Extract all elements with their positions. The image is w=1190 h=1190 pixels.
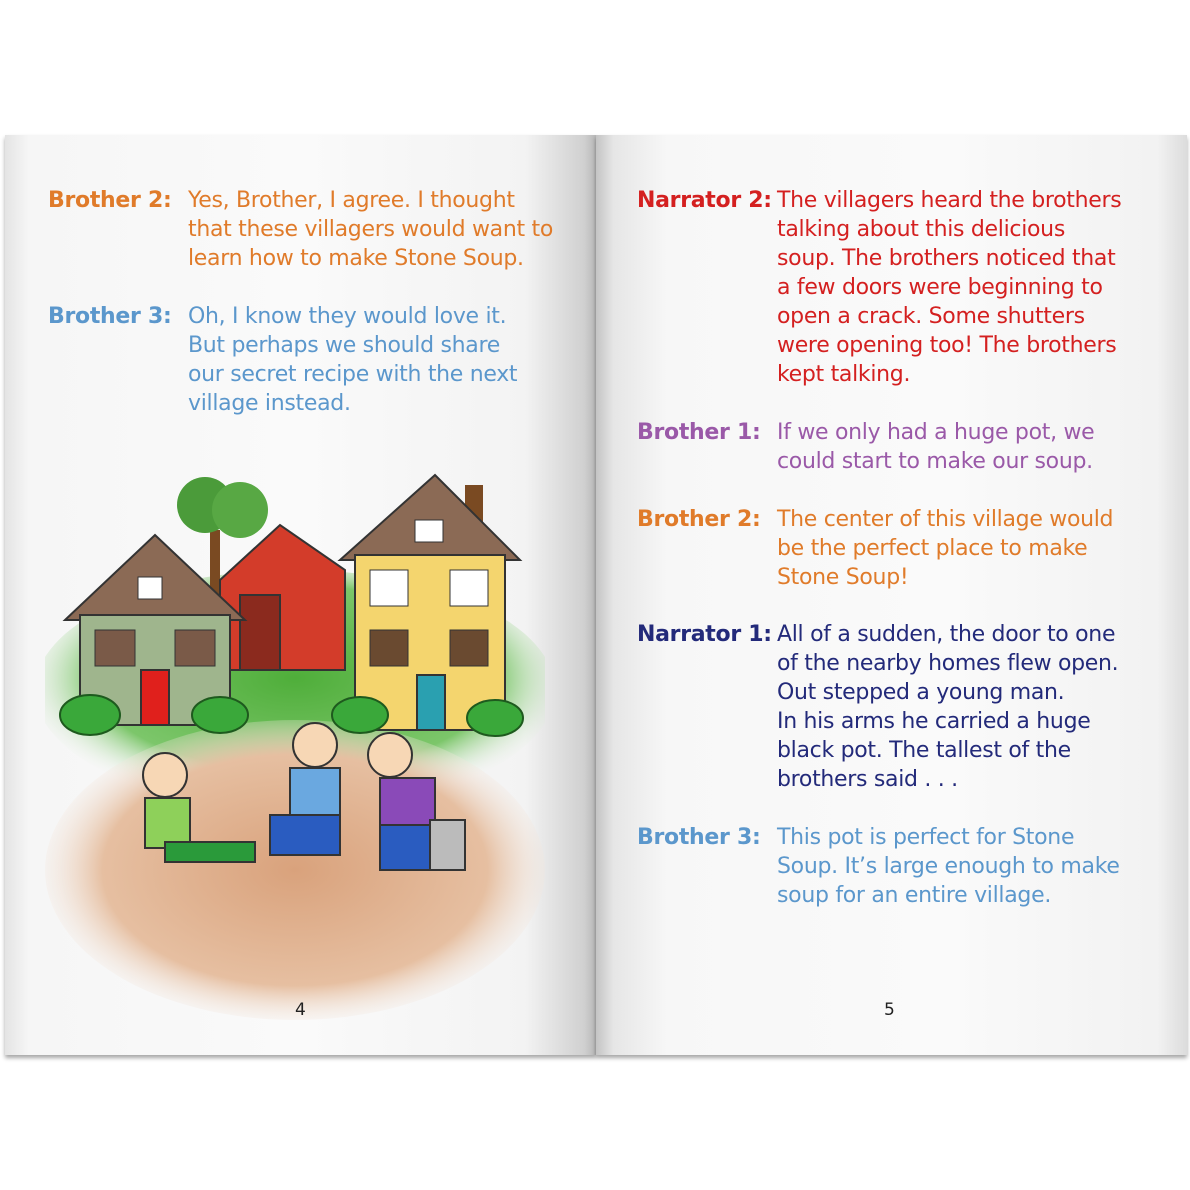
text-line: If we only had a huge pot, we [777,420,1095,445]
text-line: Yes, Brother, I agree. I thought [188,188,515,213]
dialogue-text [188,302,517,418]
text-line: Out stepped a young man. [777,680,1065,705]
text-line: learn how to make Stone Soup. [188,246,524,271]
left-page [5,135,596,1055]
village-illustration [45,470,545,1030]
speaker-label: Brother 2: [637,507,761,532]
speaker-label: Brother 2: [48,188,172,213]
right-page [596,135,1187,1055]
text-line: This pot is perfect for Stone [777,825,1075,850]
text-line: soup for an entire village. [777,883,1052,908]
text-line: soup. The brothers noticed that [777,246,1116,271]
dialogue-text [777,620,1118,794]
text-line: a few doors were beginning to [777,275,1103,300]
text-line: black pot. The tallest of the [777,738,1071,763]
text-line: could start to make our soup. [777,449,1093,474]
text-line: The villagers heard the brothers [777,188,1122,213]
text-line: But perhaps we should share [188,333,500,358]
page-number: 4 [295,1000,306,1020]
text-line: Soup. It’s large enough to make [777,854,1120,879]
speaker-label: Brother 1: [637,420,761,445]
dialogue-text [188,186,553,273]
speaker-label: Brother 3: [637,825,761,850]
text-line: Stone Soup! [777,565,909,590]
dialogue-text [777,186,1121,389]
text-line: brothers said . . . [777,767,958,792]
dialogue-text [777,505,1113,592]
text-line: The center of this village would [777,507,1114,532]
red-barn [220,525,345,670]
text-line: our secret recipe with the next [188,362,518,387]
text-line: talking about this delicious [777,217,1065,242]
text-line: open a crack. Some shutters [777,304,1085,329]
text-line: Oh, I know they would love it. [188,304,507,329]
page-number: 5 [884,1000,895,1020]
text-line: be the perfect place to make [777,536,1088,561]
text-line: All of a sudden, the door to one [777,622,1116,647]
speaker-label: Brother 3: [48,304,172,329]
dialogue-text [777,418,1094,476]
dialogue-text [777,823,1120,910]
text-line: kept talking. [777,362,911,387]
text-line: were opening too! The brothers [777,333,1117,358]
speaker-label: Narrator 1: [637,622,772,647]
yellow-house [340,475,520,730]
text-line: In his arms he carried a huge [777,709,1091,734]
text-line: village instead. [188,391,351,416]
text-line: of the nearby homes flew open. [777,651,1119,676]
text-line: that these villagers would want to [188,217,553,242]
speaker-label: Narrator 2: [637,188,772,213]
